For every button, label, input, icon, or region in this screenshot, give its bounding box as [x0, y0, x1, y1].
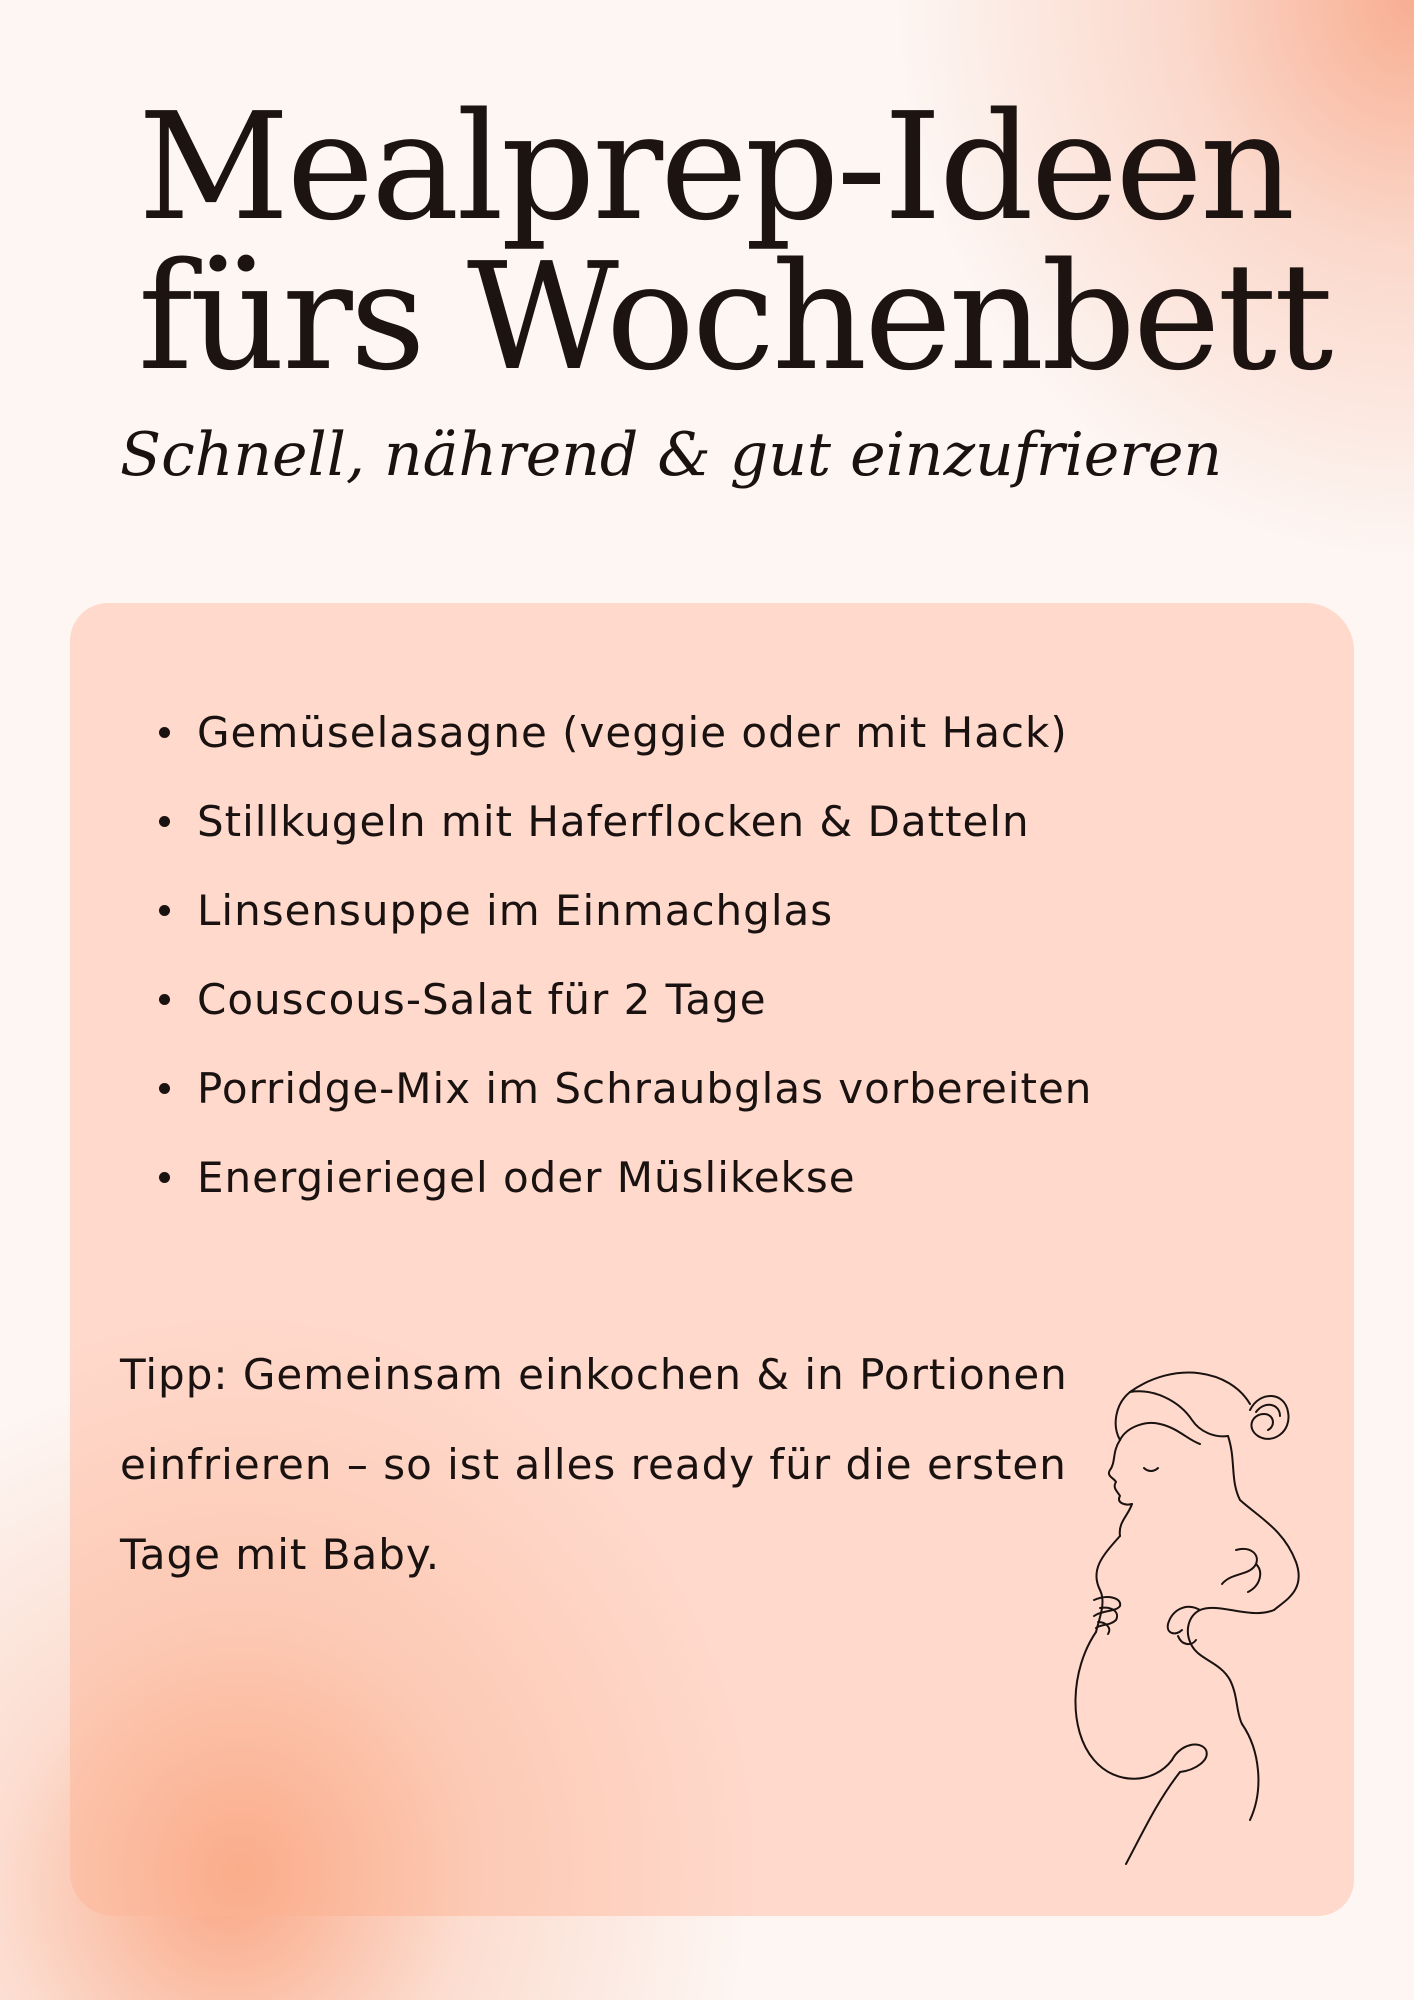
- tip-line-1: Tipp: Gemeinsam einkochen & in Portionen: [120, 1350, 1068, 1399]
- bullet-icon: [159, 816, 170, 827]
- list-item: [155, 1150, 1092, 1239]
- bullet-icon: [159, 994, 170, 1005]
- mealprep-list: [155, 705, 1092, 1239]
- list-item-text: Gemüselasagne (veggie oder mit Hack): [197, 708, 1068, 757]
- pregnant-woman-line-art-icon: [1060, 1340, 1340, 1880]
- bullet-icon: [159, 905, 170, 916]
- list-item: [155, 705, 1092, 794]
- tip-line-2: einfrieren – so ist alles ready für die ersten: [120, 1440, 1067, 1489]
- list-item-text: Linsensuppe im Einmachglas: [197, 886, 834, 935]
- title-line-2: fürs Wochenbett: [138, 231, 1331, 403]
- list-item-text: Energieriegel oder Müslikekse: [197, 1153, 856, 1202]
- list-item: [155, 883, 1092, 972]
- list-item: [155, 1061, 1092, 1150]
- title-line-1: Mealprep-Ideen: [138, 81, 1293, 253]
- list-item-text: Couscous-Salat für 2 Tage: [197, 975, 767, 1024]
- bullet-icon: [159, 727, 170, 738]
- list-item: [155, 972, 1092, 1061]
- list-item: [155, 794, 1092, 883]
- list-item-text: Porridge-Mix im Schraubglas vorbereiten: [197, 1064, 1093, 1113]
- page-title: [138, 81, 1331, 403]
- tip-text: [120, 1330, 1080, 1600]
- tip-line-3: Tage mit Baby.: [120, 1530, 441, 1579]
- list-item-text: Stillkugeln mit Haferflocken & Datteln: [197, 797, 1030, 846]
- page-subtitle: Schnell, nährend & gut einzufrieren: [120, 420, 1223, 490]
- bullet-icon: [159, 1172, 170, 1183]
- bullet-icon: [159, 1083, 170, 1094]
